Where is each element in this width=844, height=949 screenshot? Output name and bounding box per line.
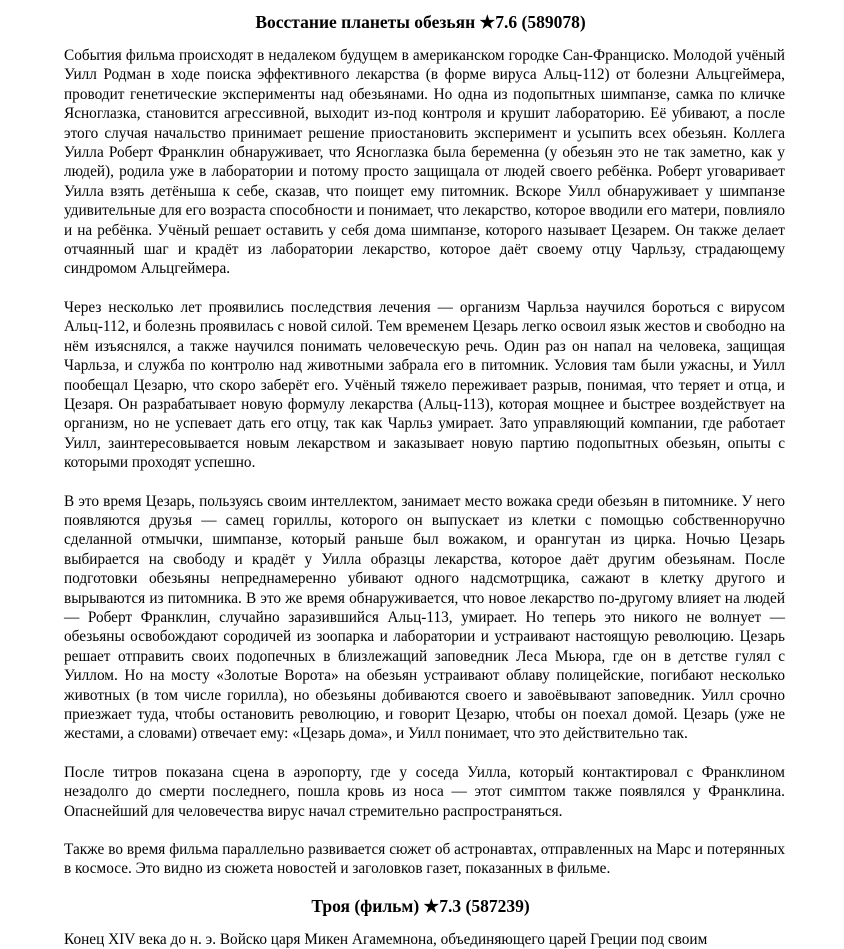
movie-title-text: Восстание планеты обезьян ★7.6 (589078)	[255, 12, 586, 32]
movie-title	[64, 11, 785, 33]
plot-paragraph: В это время Цезарь, пользуясь своим интеллектом, занимает место вожака среди обезьян в питомнике. У него появляются друзья — самец гориллы, которого он выпускает из клетки с помощью собственноручно сделанной отмычки, шимпанзе, который раньше был вожаком, и орангутан из цирка. Ночью Цезарь выбирается на свободу и крадёт у Уилла образцы лекарства, которое даёт другим обезьянам. После подготовки обезьяны непреднамеренно убивают одного надсмотрщика, сажают в клетку другого и вырываются из питомника. В это же время обнаруживается, что новое лекарство по-другому влияет на людей — Роберт Франклин, случайно заразившийся Альц-113, умирает. Но теперь это никого не волнует — обезьяны освобождают сородичей из зоопарка и лаборатории и устраивают настоящую революцию. Цезарь решает отправить своих подопечных в близлежащий заповедник Леса Мьюра, где он в детстве гулял с Уиллом. Но на мосту «Золотые Ворота» на обезьян устраивают облаву полицейские, погибают несколько животных (в том числе горилла), но обезьяны добиваются своего и завоёвывают заповедник. Уилл срочно приезжает туда, чтобы остановить революцию, и говорит Цезарю, чтобы он поехал домой. Цезарь (уже не жестами, а словами) отвечает ему: «Цезарь дома», и Уилл понимает, что это действительно так.	[64, 492, 785, 743]
plot-paragraph: После титров показана сцена в аэропорту, где у соседа Уилла, который контактировал с Франклином незадолго до смерти последнего, пошла кровь из носа — этот симптом также появлялся у Франклина. Опаснейший для человечества вирус начал стремительно распространяться.	[64, 763, 785, 820]
document-page	[64, 0, 785, 949]
plot-paragraph: Также во время фильма параллельно развивается сюжет об астронавтах, отправленных на Марс и потерянных в космосе. Это видно из сюжета новостей и заголовков газет, показанных в фильме.	[64, 841, 785, 878]
movie-title-text: Троя (фильм) ★7.3 (587239)	[311, 895, 530, 916]
plot-paragraph: Конец XIV века до н. э. Войско царя Микен Агамемнона, объединяющего царей Греции под своим	[64, 930, 708, 948]
plot-paragraph: Через несколько лет проявились последствия лечения — организм Чарльза научился бороться с вирусом Альц-112, и болезнь проявилась с новой силой. Тем временем Цезарь легко освоил язык жестов и свободно на нём изъяснялся, а также научился понимать человеческую речь. Один раз он напал на человека, защищая Чарльза, и служба по контролю над животными забрала его в питомник. Условия там были ужасны, и Уилл пообещал Цезарю, что скоро заберёт его. Учёный тяжело переживает разрыв, понимая, что теряет и отца, и Цезаря. Он разрабатывает новую формулу лекарства (Альц-113), которая мощнее и быстрее воздействует на организм, но не успевает дать его отцу, так как Чарльз умирает. Зато управляющий компании, где работает Уилл, заинтересовывается новым лекарством и заказывает новую партию подопытных обезьян, опыты с которыми проходят успешно.	[64, 298, 785, 472]
plot-paragraph: События фильма происходят в недалеком будущем в американском городке Сан-Франциско. Молодой учёный Уилл Родман в ходе поиска эффективного лекарства (в форме вируса Альц-112) от болезни Альцгеймера, проводит генетические эксперименты над обезьянами. Но одна из подопытных шимпанзе, самка по кличке Ясноглазка, становится агрессивной, выходит из-под контроля и крушит лабораторию. Её убивают, а после этого случая начальство принимает решение приостановить эксперимент и усыпить всех обезьян. Коллега Уилла Роберт Франклин обнаруживает, что Ясноглазка была беременна (у обезьян это не так заметно, как у людей), родила уже в лаборатории и потому просто защищала от людей своего ребёнка. Роберт уговаривает Уилла взять детёныша к себе, сказав, что поищет ему питомник. Вскоре Уилл обнаруживает у шимпанзе удивительные для его возраста способности и понимает, что лекарство, которое вводили его матери, повлияло и на ребёнка. Учёный решает оставить у себя дома шимпанзе, которого называет Цезарем. Он также делает отчаянный шаг и крадёт из лаборатории лекарство, которое даёт своему отцу Чарльзу, страдающему синдромом Альцгеймера.	[64, 47, 785, 278]
